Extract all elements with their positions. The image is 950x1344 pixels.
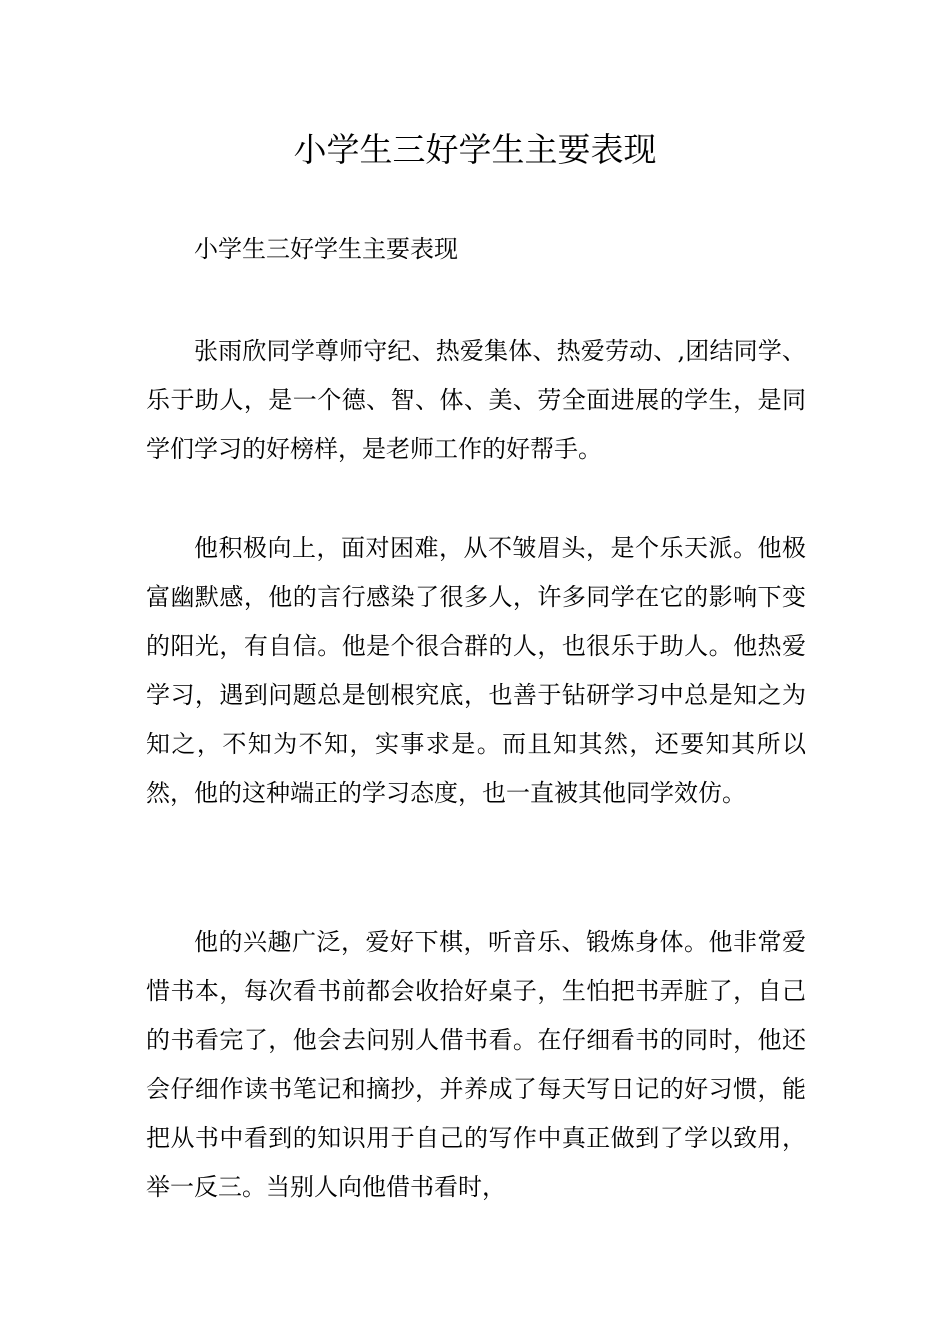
document-title: 小学生三好学生主要表现 [293, 130, 657, 169]
document-subtitle: 小学生三好学生主要表现 [194, 235, 458, 263]
paragraph-2: 他积极向上，面对困难，从不皱眉头，是个乐天派。他极富幽默感，他的言行感染了很多人，许多同学在它的影响下变的阳光，有自信。他是个很合群的人，也很乐于助人。他热爱学习，遇到问题总是刨根究底，也善于钻研学习中总是知之为知之，不知为不知，实事求是。而且知其然，还要知其所以然，他的这种端正的学习态度，也一直被其他同学效仿。 [146, 534, 806, 807]
paragraph-3: 他的兴趣广泛，爱好下棋，听音乐、锻炼身体。他非常爱惜书本，每次看书前都会收拾好桌子，生怕把书弄脏了，自己的书看完了，他会去问别人借书看。在仔细看书的同时，他还会仔细作读书笔记和摘抄，并养成了每天写日记的好习惯，能把从书中看到的知识用于自己的写作中真正做到了学以致用，举一反三。当别人向他借书看时， [146, 928, 806, 1201]
paragraph-1: 张雨欣同学尊师守纪、热爱集体、热爱劳动、,团结同学、乐于助人，是一个德、智、体、美、劳全面进展的学生，是同学们学习的好榜样，是老师工作的好帮手。 [146, 337, 806, 463]
